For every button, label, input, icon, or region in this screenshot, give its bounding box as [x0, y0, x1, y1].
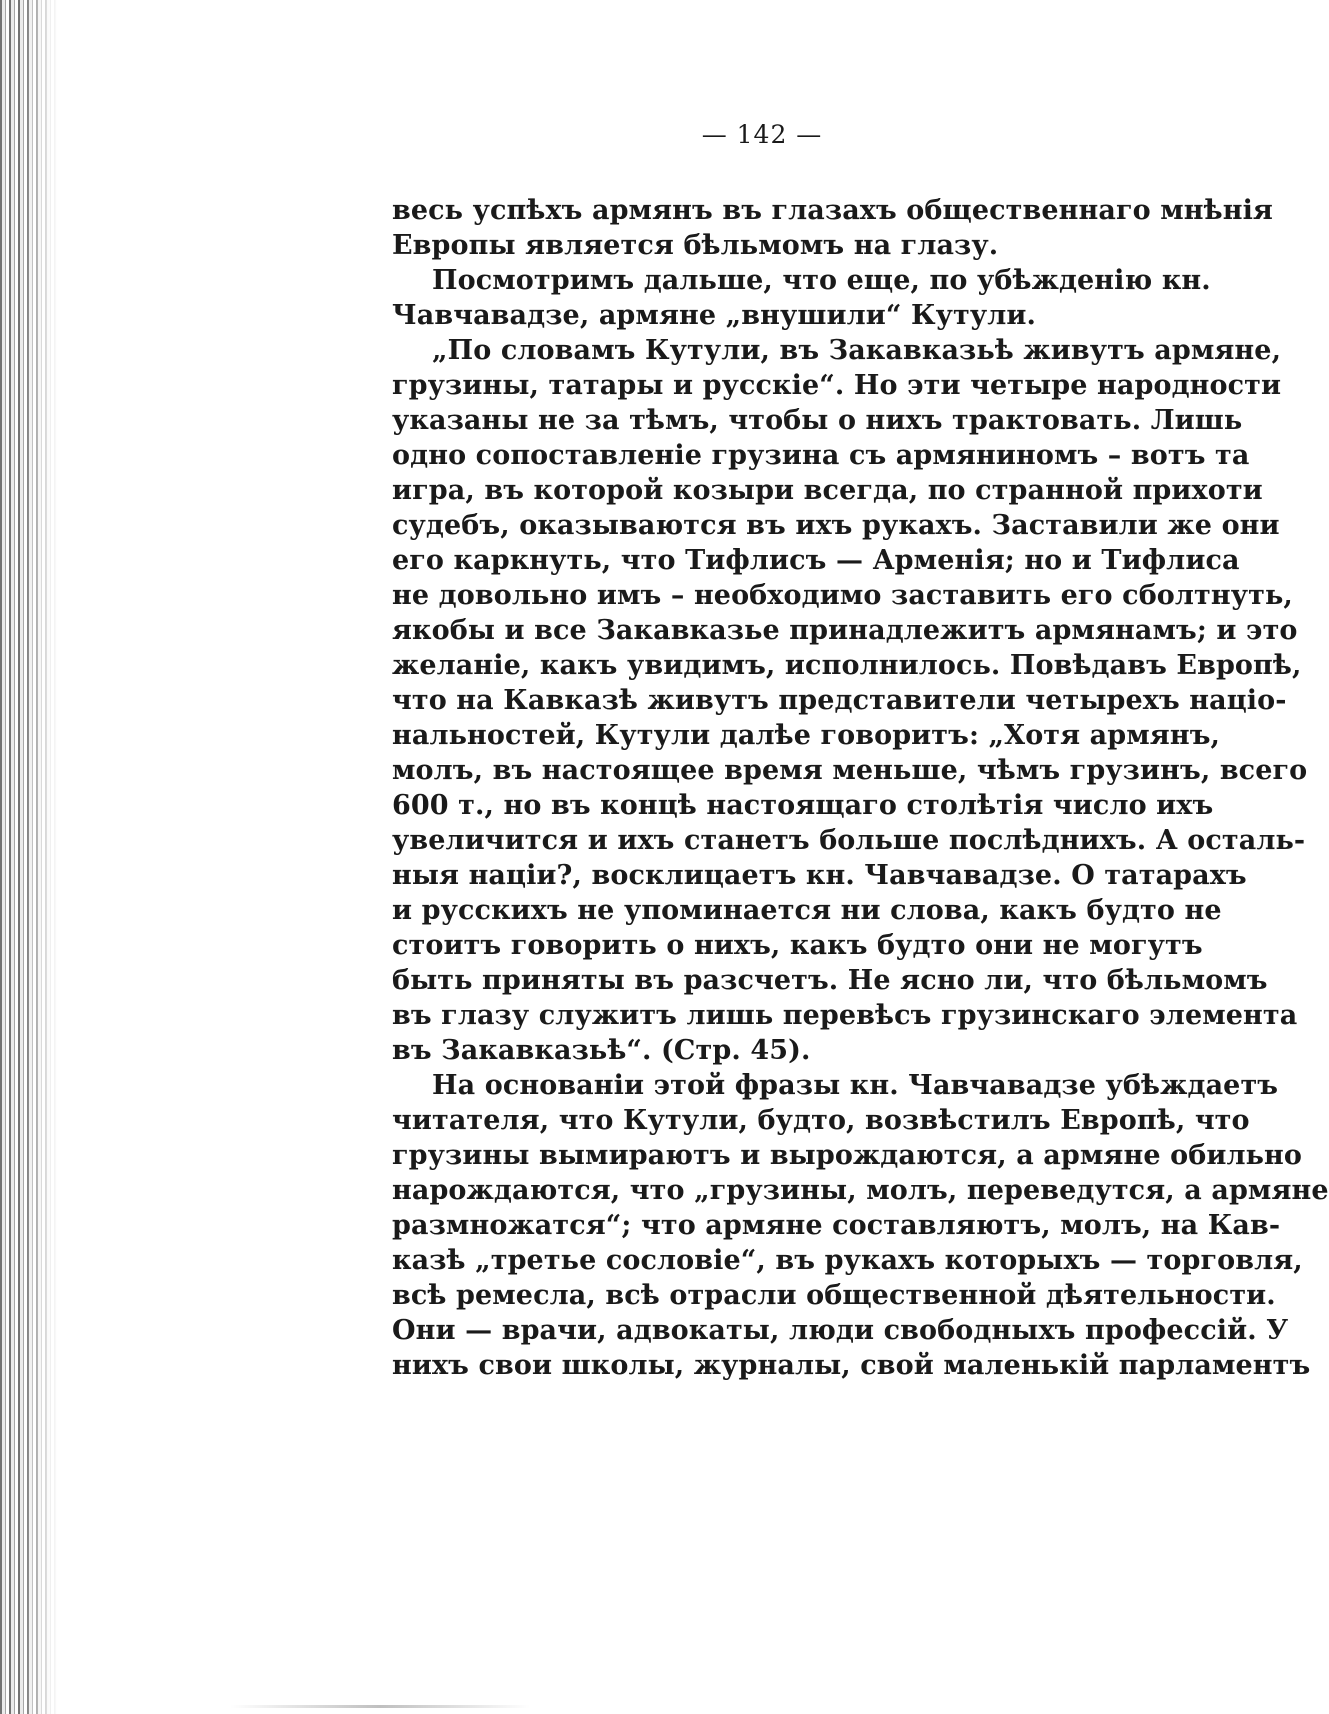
text-line: молъ, въ настоящее время меньше, чѣмъ грузинъ, всего — [392, 755, 1308, 786]
paragraph — [392, 333, 1308, 1068]
text-line: не довольно имъ – необходимо заставить его сболтнуть, — [392, 580, 1293, 611]
book-binding-edge — [0, 0, 58, 1714]
scan-smudge — [230, 1705, 530, 1708]
text-line: грузины вымираютъ и вырождаются, а армяне обильно — [392, 1140, 1302, 1171]
text-line: всѣ ремесла, всѣ отрасли общественной дѣятельности. — [392, 1280, 1276, 1311]
text-line: нарождаются, что „грузины, молъ, переведутся, а армяне — [392, 1175, 1329, 1206]
text-line: Они — врачи, адвокаты, люди свободныхъ профессій. У — [392, 1315, 1289, 1346]
text-line: якобы и все Закавказье принадлежитъ армянамъ; и это — [392, 615, 1298, 646]
text-line: грузины, татары и русскіе“. Но эти четыре народности — [392, 370, 1282, 401]
text-line: Чавчавадзе, армяне „внушили“ Кутули. — [392, 300, 1037, 331]
text-line: одно сопоставленіе грузина съ армяниномъ – вотъ та — [392, 440, 1250, 471]
body-text — [392, 193, 1329, 1383]
text-line: размножатся“; что армяне составляютъ, молъ, на Кав- — [392, 1210, 1281, 1241]
text-line: желаніе, какъ увидимъ, исполнилось. Повѣдавъ Европѣ, — [392, 650, 1302, 681]
paragraph — [392, 193, 1273, 263]
text-line: На основаніи этой фразы кн. Чавчавадзе убѣждаетъ — [432, 1070, 1279, 1101]
text-line: увеличится и ихъ станетъ больше послѣднихъ. А осталь- — [392, 825, 1306, 856]
text-line: „По словамъ Кутули, въ Закавказьѣ живутъ армяне, — [432, 335, 1282, 366]
text-line: игра, въ которой козыри всегда, по странной прихоти — [392, 475, 1263, 506]
text-line: ныя націи?, восклицаетъ кн. Чавчавадзе. О татарахъ — [392, 860, 1247, 891]
text-line: судебъ, оказываются въ ихъ рукахъ. Заставили же они — [392, 510, 1280, 541]
text-line: его каркнуть, что Тифлисъ — Арменія; но и Тифлиса — [392, 545, 1240, 576]
book-page — [392, 120, 1329, 1383]
page-number: — 142 — — [701, 120, 823, 149]
text-line: Европы является бѣльмомъ на глазу. — [392, 230, 999, 261]
text-line: читателя, что Кутули, будто, возвѣстилъ Европѣ, что — [392, 1105, 1250, 1136]
paragraph — [392, 1068, 1329, 1383]
text-line: казѣ „третье сословіе“, въ рукахъ которыхъ — торговля, — [392, 1245, 1303, 1276]
text-line: въ глазу служитъ лишь перевѣсъ грузинскаго элемента — [392, 1000, 1298, 1031]
paragraph — [392, 263, 1211, 333]
text-line: 600 т., но въ концѣ настоящаго столѣтія число ихъ — [392, 790, 1214, 821]
text-line: Посмотримъ дальше, что еще, по убѣжденію кн. — [432, 265, 1211, 296]
text-line: въ Закавказьѣ“. (Стр. 45). — [392, 1035, 811, 1066]
text-line: и русскихъ не упоминается ни слова, какъ будто не — [392, 895, 1222, 926]
text-line: указаны не за тѣмъ, чтобы о нихъ трактовать. Лишь — [392, 405, 1243, 436]
text-line: нихъ свои школы, журналы, свой маленькій парламентъ — [392, 1350, 1311, 1381]
text-line: быть приняты въ разсчетъ. Не ясно ли, что бѣльмомъ — [392, 965, 1268, 996]
text-line: нальностей, Кутули далѣе говоритъ: „Хотя армянъ, — [392, 720, 1221, 751]
text-line: весь успѣхъ армянъ въ глазахъ общественнаго мнѣнія — [392, 195, 1273, 226]
text-line: стоитъ говорить о нихъ, какъ будто они не могутъ — [392, 930, 1203, 961]
text-line: что на Кавказѣ живутъ представители четырехъ націо- — [392, 685, 1287, 716]
